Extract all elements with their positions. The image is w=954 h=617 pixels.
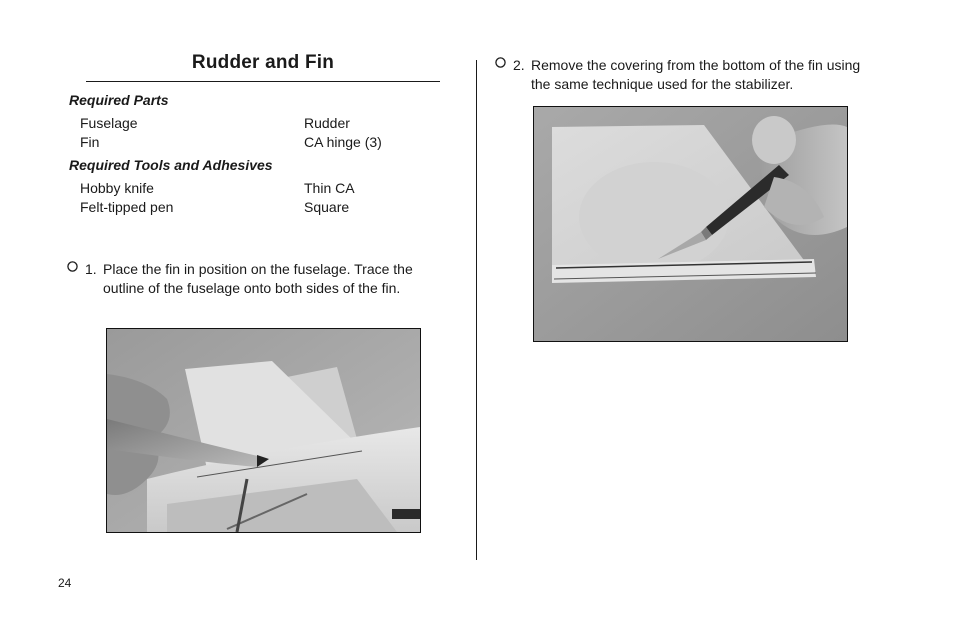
photo-covering-removal-image [534,107,847,341]
step-2-number: 2. [513,57,525,73]
required-tools-heading: Required Tools and Adhesives [69,157,273,173]
tools-item: Thin CA [304,180,355,196]
photo-fin-tracing [106,328,421,533]
tools-item: Square [304,199,350,215]
parts-item: Fuselage [80,115,138,131]
photo-covering-removal [533,106,848,342]
step-1-number: 1. [85,261,97,277]
step-1 [67,260,437,298]
page-number: 24 [58,576,72,590]
step-2-text: Remove the covering from the bottom of the fin using the same technique used for the stabilizer. [531,57,861,92]
tools-item: Felt-tipped pen [80,199,174,215]
parts-item: CA hinge (3) [304,134,382,150]
step-2 [495,56,865,94]
tools-item: Hobby knife [80,180,154,196]
column-divider [476,60,477,560]
checkbox-circle-icon [495,57,506,68]
checkbox-circle-icon [67,261,78,272]
required-parts-heading: Required Parts [69,92,169,108]
photo-fin-tracing-image [107,329,420,532]
page-title: Rudder and Fin [191,52,335,73]
parts-item: Fin [80,134,100,150]
parts-item: Rudder [304,115,350,131]
step-1-text: Place the fin in position on the fuselage. Trace the outline of the fuselage onto both sides of the fin. [103,261,413,296]
title-rule [86,81,440,82]
